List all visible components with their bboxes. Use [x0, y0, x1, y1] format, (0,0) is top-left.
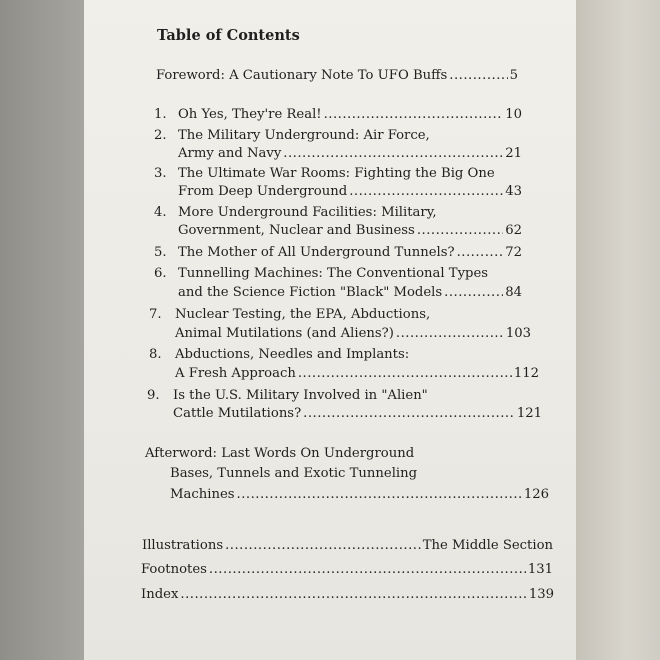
toc-entry-index [141, 587, 554, 602]
toc-entry-label: Afterword: Last Words On Underground [145, 446, 415, 461]
chapter-number: 7. [149, 307, 162, 322]
toc-entry-label: Is the U.S. Military Involved in "Alien" [173, 388, 428, 403]
leader-dots [180, 587, 526, 602]
toc-entry-label: The Mother of All Underground Tunnels? [178, 245, 455, 260]
background-left [0, 0, 84, 660]
toc-entry-label: Index [141, 587, 179, 602]
toc-entry-chapter-3-line-2 [178, 184, 522, 199]
toc-entry-page: 72 [505, 245, 522, 260]
toc-entry-page: 103 [505, 326, 531, 341]
toc-entry-page: 131 [527, 562, 553, 577]
toc-entry-label: Nuclear Testing, the EPA, Abductions, [175, 307, 431, 322]
toc-entry-label: and the Science Fiction "Black" Models [178, 285, 443, 300]
toc-entry-chapter-4-line-1 [178, 205, 437, 220]
toc-entry-chapter-9-line-1 [173, 388, 428, 403]
toc-entry-label: More Underground Facilities: Military, [178, 205, 437, 220]
toc-entry-label: Oh Yes, They're Real! [178, 107, 322, 122]
toc-entry-page: 139 [528, 587, 554, 602]
leader-dots [444, 285, 503, 300]
toc-entry-page: 121 [516, 406, 542, 421]
leader-dots [237, 487, 522, 502]
chapter-number: 5. [154, 245, 167, 260]
toc-entry-illustrations [142, 538, 553, 553]
chapter-number: 3. [154, 166, 167, 181]
background-right [576, 0, 660, 660]
toc-entry-label: Government, Nuclear and Business [178, 223, 415, 238]
leader-dots [417, 223, 503, 238]
toc-entry-page: 126 [523, 487, 549, 502]
toc-entry-afterword-line-2 [170, 466, 417, 481]
toc-entry-label: Machines [170, 487, 235, 502]
toc-entry-label: Bases, Tunnels and Exotic Tunneling [170, 466, 418, 481]
toc-entry-chapter-8-line-2 [175, 366, 539, 381]
toc-entry-page: 43 [505, 184, 522, 199]
leader-dots [303, 406, 515, 421]
page-title: Table of Contents [157, 27, 300, 44]
toc-entry-label: Footnotes [141, 562, 207, 577]
toc-entry-chapter-6-line-1 [178, 266, 488, 281]
chapter-number: 9. [147, 388, 160, 403]
toc-entry-label: The Military Underground: Air Force, [178, 128, 430, 143]
leader-dots [349, 184, 503, 199]
toc-entry-chapter-6-line-2 [178, 285, 522, 300]
toc-entry-page: The Middle Section [422, 538, 553, 553]
toc-entry-chapter-5 [178, 245, 522, 260]
toc-entry-label: The Ultimate War Rooms: Fighting the Big One [178, 166, 495, 181]
toc-entry-chapter-4-line-2 [178, 223, 522, 238]
toc-entry-label: Army and Navy [178, 146, 282, 161]
toc-entry-label: From Deep Underground [178, 184, 348, 199]
leader-dots [283, 146, 503, 161]
toc-entry-foreword [156, 68, 518, 83]
toc-entry-page: 84 [505, 285, 522, 300]
toc-entry-label: Animal Mutilations (and Aliens?) [175, 326, 394, 341]
leader-dots [449, 68, 507, 83]
toc-entry-page: 62 [505, 223, 522, 238]
book-page [84, 0, 576, 660]
chapter-number: 8. [149, 347, 162, 362]
toc-entry-chapter-7-line-1 [175, 307, 430, 322]
toc-entry-label: Illustrations [142, 538, 224, 553]
toc-entry-page: 10 [505, 107, 522, 122]
leader-dots [396, 326, 504, 341]
toc-entry-page: 5 [509, 68, 518, 83]
toc-entry-label: Tunnelling Machines: The Conventional Types [178, 266, 489, 281]
toc-entry-chapter-9-line-2 [173, 406, 542, 421]
chapter-number: 4. [154, 205, 167, 220]
toc-entry-page: 21 [505, 146, 522, 161]
toc-entry-afterword-line-3 [170, 487, 549, 502]
toc-entry-label: Cattle Mutilations? [173, 406, 302, 421]
toc-entry-chapter-1 [178, 107, 522, 122]
toc-entry-chapter-2-line-2 [178, 146, 522, 161]
toc-entry-afterword-line-1 [145, 446, 414, 461]
leader-dots [225, 538, 421, 553]
toc-entry-label: A Fresh Approach [175, 366, 296, 381]
toc-entry-footnotes [141, 562, 553, 577]
toc-entry-chapter-7-line-2 [175, 326, 531, 341]
leader-dots [298, 366, 512, 381]
toc-entry-chapter-8-line-1 [175, 347, 409, 362]
chapter-number: 6. [154, 266, 167, 281]
chapter-number: 1. [154, 107, 167, 122]
toc-entry-chapter-2-line-1 [178, 128, 430, 143]
leader-dots [324, 107, 504, 122]
leader-dots [209, 562, 526, 577]
toc-entry-page: 112 [513, 366, 539, 381]
toc-entry-label: Foreword: A Cautionary Note To UFO Buffs [156, 68, 448, 83]
toc-entry-chapter-3-line-1 [178, 166, 495, 181]
toc-entry-label: Abductions, Needles and Implants: [175, 347, 410, 362]
leader-dots [457, 245, 504, 260]
chapter-number: 2. [154, 128, 167, 143]
